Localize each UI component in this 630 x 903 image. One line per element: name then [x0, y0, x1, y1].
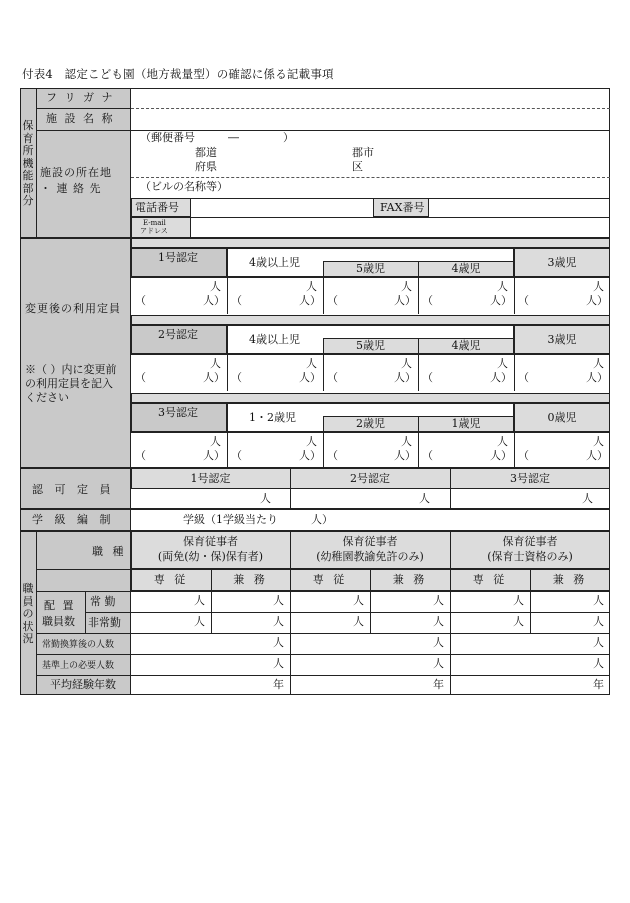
capacity-value-previous: 人）: [299, 371, 321, 384]
capacity-value-previous: 人）: [490, 449, 512, 462]
todofuken-line2: 府県: [195, 160, 217, 173]
capacity-value-paren-open: （: [327, 449, 338, 462]
vertical-label-char: 員: [22, 594, 34, 608]
vertical-label-char: 況: [22, 632, 34, 645]
staff-count-parttime: 人: [433, 615, 444, 628]
capacity-value-current: 人: [210, 280, 221, 293]
staff-parttime-label: 兼 務: [552, 573, 588, 586]
capacity-value-previous: 人）: [394, 294, 416, 307]
staff-required-value: 人: [433, 657, 444, 670]
approved-header-3: 3号認定: [510, 472, 550, 485]
capacity-value-previous: 人）: [203, 294, 225, 307]
capacity-value-current: 人: [497, 280, 508, 293]
staff-converted-value: 人: [593, 636, 604, 649]
furigana-label: フ リ ガ ナ: [46, 91, 115, 104]
capacity-note-line2: の利用定員を記入: [25, 377, 113, 390]
approved-header-1: 1号認定: [190, 472, 231, 485]
capacity-value-paren-open: （: [135, 371, 146, 384]
capacity-value-current: 人: [210, 357, 221, 370]
staff-col-subtitle: (幼稚園教諭免許のみ): [316, 550, 424, 563]
capacity-value-previous: 人）: [394, 371, 416, 384]
capacity-value-paren-open: （: [327, 371, 338, 384]
email-label-line1: E-mail: [143, 219, 166, 227]
capacity-cert-label: 1号認定: [158, 251, 198, 264]
approved-value-1: 人: [260, 492, 271, 505]
capacity-value-current: 人: [497, 357, 508, 370]
capacity-value-paren-open: （: [518, 294, 529, 307]
facility-name-label: 施 設 名 称: [46, 112, 115, 125]
staff-required-value: 人: [273, 657, 284, 670]
staff-col-title: 保育従事者: [183, 535, 238, 548]
capacity-value-paren-open: （: [518, 449, 529, 462]
capacity-value-paren-open: （: [422, 294, 433, 307]
capacity-value-current: 人: [306, 357, 317, 370]
address-label-line2: ・ 連 絡 先: [40, 182, 102, 195]
capacity-sub1-label: 2歳児: [356, 417, 385, 430]
form-title: 付表4 認定こども園（地方裁量型）の確認に係る記載事項: [22, 67, 334, 81]
staff-count-parttime: 人: [273, 615, 284, 628]
approved-header-2: 2号認定: [350, 472, 390, 485]
regular-label: 常 勤: [90, 595, 116, 608]
vertical-label-char: 状: [22, 619, 34, 633]
capacity-value-previous: 人）: [490, 294, 512, 307]
staff-count-fulltime: 人: [353, 615, 364, 628]
capacity-value-previous: 人）: [394, 449, 416, 462]
experience-label: 平均経験年数: [50, 678, 116, 691]
capacity-value-current: 人: [593, 435, 604, 448]
classes-label: 学 級 編 制: [32, 513, 115, 526]
vertical-label-char: 部: [22, 181, 34, 195]
staff-experience-value: 年: [433, 678, 444, 691]
capacity-value-previous: 人）: [586, 371, 608, 384]
capacity-strip: [131, 238, 610, 248]
approved-label: 認 可 定 員: [32, 483, 115, 496]
staff-col-subtitle: (保育士資格のみ): [487, 550, 573, 563]
staff-count-fulltime: 人: [194, 615, 205, 628]
approved-value-2: 人: [419, 492, 430, 505]
capacity-value-current: 人: [210, 435, 221, 448]
capacity-last-label: 3歳児: [547, 256, 577, 269]
capacity-value-current: 人: [401, 357, 412, 370]
capacity-value-paren-open: （: [518, 371, 529, 384]
vertical-label-char: 機: [22, 156, 34, 170]
staff-experience-value: 年: [273, 678, 284, 691]
staff-count-fulltime: 人: [194, 594, 205, 607]
nonregular-label: 非常勤: [88, 616, 121, 629]
staff-fulltime-label: 専 従: [312, 573, 348, 586]
capacity-value-paren-open: （: [231, 449, 242, 462]
staff-count-parttime: 人: [593, 615, 604, 628]
capacity-value-previous: 人）: [299, 294, 321, 307]
capacity-value-current: 人: [401, 435, 412, 448]
capacity-group-label: 4歳以上児: [249, 256, 300, 269]
gunshi-line1: 郡市: [352, 146, 374, 159]
capacity-value-current: 人: [306, 435, 317, 448]
capacity-value-top: [131, 354, 610, 355]
vertical-label-char: 所: [22, 144, 34, 157]
capacity-value-current: 人: [401, 280, 412, 293]
vertical-label-char: 保: [22, 119, 34, 132]
converted-label: 常勤換算後の人数: [42, 640, 115, 650]
job-type-label: 職 種: [92, 545, 127, 558]
capacity-value-paren-open: （: [327, 294, 338, 307]
capacity-value-paren-open: （: [422, 371, 433, 384]
capacity-group-label: 4歳以上児: [249, 333, 300, 346]
capacity-sub2-label: 1歳児: [451, 417, 481, 430]
capacity-sub1-label: 5歳児: [356, 262, 385, 275]
staff-count-parttime: 人: [593, 594, 604, 607]
capacity-value-paren-open: （: [231, 371, 242, 384]
capacity-value-paren-open: （: [135, 294, 146, 307]
phone-label: 電話番号: [135, 201, 179, 214]
vertical-label-char: の: [22, 607, 34, 620]
vertical-label-char: 能: [22, 169, 34, 182]
vertical-label-char: 育: [22, 131, 34, 145]
staff-count-fulltime: 人: [513, 594, 524, 607]
capacity-value-current: 人: [497, 435, 508, 448]
staff-fulltime-label: 専 従: [153, 573, 189, 586]
staff-count-fulltime: 人: [513, 615, 524, 628]
capacity-label: 変更後の利用定員: [25, 302, 121, 315]
capacity-value-top: [131, 277, 610, 278]
staff-col-subtitle: (両免(幼・保)保有者): [157, 550, 264, 563]
capacity-value-current: 人: [593, 280, 604, 293]
capacity-value-paren-open: （: [231, 294, 242, 307]
capacity-value-previous: 人）: [586, 294, 608, 307]
capacity-strip: [131, 393, 610, 403]
staff-parttime-label: 兼 務: [233, 573, 268, 586]
capacity-sub2-label: 4歳児: [451, 339, 481, 352]
address-label-line1: 施設の所在地: [40, 166, 112, 179]
vertical-label-char: 分: [22, 194, 34, 207]
capacity-note-line3: ください: [25, 391, 69, 404]
vertical-label-char: 職: [22, 582, 34, 595]
capacity-value-previous: 人）: [490, 371, 512, 384]
classes-value: 学級（1学級当たり 人）: [183, 513, 333, 526]
capacity-sub1-label: 5歳児: [356, 339, 385, 352]
capacity-value-previous: 人）: [586, 449, 608, 462]
capacity-last-label: 0歳児: [547, 411, 577, 424]
capacity-cert-label: 3号認定: [158, 406, 198, 419]
staff-count-fulltime: 人: [353, 594, 364, 607]
capacity-value-top: [131, 432, 610, 433]
capacity-value-current: 人: [306, 280, 317, 293]
todofuken-line1: 都道: [195, 146, 217, 159]
capacity-value-previous: 人）: [203, 449, 225, 462]
capacity-note-line1: ※（ ）内に変更前: [25, 363, 117, 376]
staff-count-parttime: 人: [273, 594, 284, 607]
staff-converted-value: 人: [273, 636, 284, 649]
fax-label: FAX番号: [380, 201, 425, 214]
capacity-value-current: 人: [593, 357, 604, 370]
placement-label-line1: 配 置: [44, 599, 76, 612]
building-name: （ビルの名称等）: [140, 180, 228, 193]
capacity-value-previous: 人）: [203, 371, 225, 384]
capacity-last-label: 3歳児: [547, 333, 577, 346]
email-label-line2: アドレス: [140, 227, 168, 235]
staff-col-title: 保育従事者: [342, 535, 398, 548]
staff-required-value: 人: [593, 657, 604, 670]
staff-col-title: 保育従事者: [502, 535, 558, 548]
staff-parttime-label: 兼 務: [392, 573, 428, 586]
placement-label-line2: 職員数: [42, 615, 75, 628]
capacity-strip: [131, 315, 610, 325]
capacity-cert-label: 2号認定: [158, 328, 198, 341]
approved-value-3: 人: [582, 492, 593, 505]
capacity-value-paren-open: （: [422, 449, 433, 462]
required-label: 基準上の必要人数: [42, 661, 115, 671]
staff-experience-value: 年: [593, 678, 604, 691]
capacity-value-previous: 人）: [299, 449, 321, 462]
capacity-value-paren-open: （: [135, 449, 146, 462]
capacity-sub2-label: 4歳児: [451, 262, 481, 275]
staff-count-parttime: 人: [433, 594, 444, 607]
postal-code: （郵便番号 ― ）: [140, 131, 294, 144]
gunshi-line2: 区: [352, 160, 363, 173]
facility-label-column: [36, 88, 131, 238]
staff-converted-value: 人: [433, 636, 444, 649]
staff-fulltime-label: 専 従: [472, 573, 508, 586]
capacity-group-label: 1・2歳児: [249, 411, 296, 424]
